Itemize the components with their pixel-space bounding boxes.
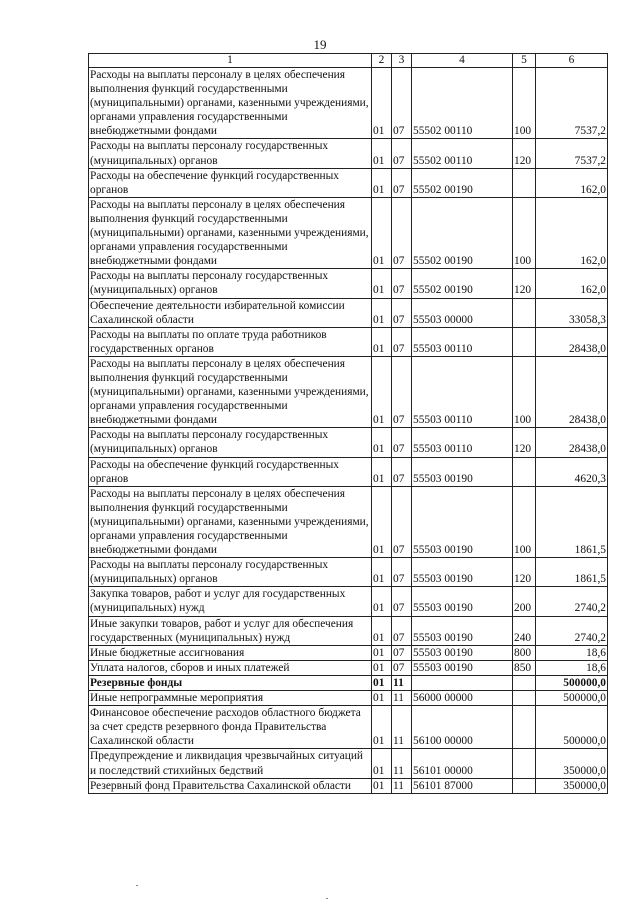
row-target-article: 55502 00190 xyxy=(412,269,513,298)
row-expense-type xyxy=(513,168,536,197)
row-section: 01 xyxy=(372,139,392,168)
row-target-article: 55503 00000 xyxy=(412,298,513,327)
table-header-row xyxy=(89,54,608,68)
table-row xyxy=(89,457,608,486)
row-section: 01 xyxy=(372,356,392,427)
row-expense-type xyxy=(513,675,536,690)
row-target-article: 56101 87000 xyxy=(412,778,513,793)
row-amount: 162,0 xyxy=(536,269,608,298)
row-subsection: 07 xyxy=(392,645,412,660)
row-expense-type: 850 xyxy=(513,660,536,675)
row-expense-type: 100 xyxy=(513,486,536,557)
row-amount: 2740,2 xyxy=(536,587,608,616)
row-target-article: 55503 00190 xyxy=(412,486,513,557)
row-subsection: 07 xyxy=(392,660,412,675)
row-amount: 1861,5 xyxy=(536,558,608,587)
table-row xyxy=(89,749,608,778)
table-row xyxy=(89,558,608,587)
row-name: Уплата налогов, сборов и иных платежей xyxy=(89,660,372,675)
row-subsection: 11 xyxy=(392,778,412,793)
row-name: Финансовое обеспечение расходов областного бюджета за счет средств резервного фонда Правительства Сахалинской области xyxy=(89,706,372,749)
row-name: Расходы на выплаты персоналу государственных (муниципальных) органов xyxy=(89,269,372,298)
table-row xyxy=(89,356,608,427)
row-section: 01 xyxy=(372,428,392,457)
row-expense-type: 240 xyxy=(513,616,536,645)
budget-table xyxy=(88,53,608,794)
row-section: 01 xyxy=(372,168,392,197)
row-name: Расходы на выплаты персоналу в целях обеспечения выполнения функций государственными (муниципальными) органами, казенными учреждениями, органами управления государственными внебюджетными фондами xyxy=(89,486,372,557)
row-amount: 28438,0 xyxy=(536,327,608,356)
row-amount: 7537,2 xyxy=(536,68,608,139)
row-section: 01 xyxy=(372,645,392,660)
row-expense-type xyxy=(513,778,536,793)
page-number: 19 xyxy=(313,37,327,52)
row-target-article: 56101 00000 xyxy=(412,749,513,778)
table-row xyxy=(89,660,608,675)
row-amount: 28438,0 xyxy=(536,428,608,457)
row-subsection: 07 xyxy=(392,486,412,557)
row-expense-type xyxy=(513,749,536,778)
table-row xyxy=(89,645,608,660)
header-col-2: 2 xyxy=(372,54,392,68)
row-target-article: 55503 00190 xyxy=(412,587,513,616)
row-subsection: 07 xyxy=(392,298,412,327)
row-subsection: 11 xyxy=(392,706,412,749)
row-section: 01 xyxy=(372,691,392,706)
row-name: Расходы на выплаты по оплате труда работников государственных органов xyxy=(89,327,372,356)
row-section: 01 xyxy=(372,706,392,749)
row-name: Резервный фонд Правительства Сахалинской области xyxy=(89,778,372,793)
row-amount: 350000,0 xyxy=(536,778,608,793)
table-row xyxy=(89,298,608,327)
row-target-article: 56000 00000 xyxy=(412,691,513,706)
row-target-article: 55503 00190 xyxy=(412,616,513,645)
row-section: 01 xyxy=(372,749,392,778)
row-subsection: 07 xyxy=(392,269,412,298)
row-section: 01 xyxy=(372,269,392,298)
row-section: 01 xyxy=(372,298,392,327)
row-expense-type xyxy=(513,457,536,486)
table-row xyxy=(89,68,608,139)
row-target-article: 55502 00190 xyxy=(412,197,513,268)
table-row xyxy=(89,587,608,616)
header-col-4: 4 xyxy=(412,54,513,68)
table-row xyxy=(89,327,608,356)
row-subsection: 07 xyxy=(392,587,412,616)
row-target-article: 55503 00190 xyxy=(412,457,513,486)
row-amount: 2740,2 xyxy=(536,616,608,645)
row-name: Расходы на выплаты персоналу государственных (муниципальных) органов xyxy=(89,428,372,457)
row-target-article: 55503 00190 xyxy=(412,558,513,587)
row-expense-type: 120 xyxy=(513,558,536,587)
row-expense-type xyxy=(513,706,536,749)
row-section: 01 xyxy=(372,558,392,587)
table-row xyxy=(89,675,608,690)
row-subsection: 07 xyxy=(392,558,412,587)
table-row xyxy=(89,428,608,457)
row-name: Иные бюджетные ассигнования xyxy=(89,645,372,660)
row-section: 01 xyxy=(372,486,392,557)
row-amount: 4620,3 xyxy=(536,457,608,486)
row-name: Закупка товаров, работ и услуг для государственных (муниципальных) нужд xyxy=(89,587,372,616)
row-subsection: 07 xyxy=(392,457,412,486)
table-row xyxy=(89,778,608,793)
row-target-article: 55503 00110 xyxy=(412,327,513,356)
row-amount: 500000,0 xyxy=(536,706,608,749)
row-name: Расходы на выплаты персоналу государственных (муниципальных) органов xyxy=(89,558,372,587)
row-subsection: 11 xyxy=(392,691,412,706)
row-name: Расходы на выплаты персоналу в целях обеспечения выполнения функций государственными (муниципальными) органами, казенными учреждениями, органами управления государственными внебюджетными фондами xyxy=(89,197,372,268)
row-expense-type: 100 xyxy=(513,197,536,268)
table-row xyxy=(89,269,608,298)
row-name: Иные закупки товаров, работ и услуг для обеспечения государственных (муниципальных) нужд xyxy=(89,616,372,645)
row-amount: 18,6 xyxy=(536,645,608,660)
row-section: 01 xyxy=(372,587,392,616)
row-subsection: 07 xyxy=(392,139,412,168)
row-section: 01 xyxy=(372,675,392,690)
row-amount: 500000,0 xyxy=(536,691,608,706)
row-expense-type xyxy=(513,327,536,356)
row-name: Расходы на выплаты персоналу в целях обеспечения выполнения функций государственными (муниципальными) органами, казенными учреждениями, органами управления государственными внебюджетными фондами xyxy=(89,68,372,139)
row-target-article: 55503 00190 xyxy=(412,645,513,660)
row-subsection: 11 xyxy=(392,749,412,778)
table-row xyxy=(89,616,608,645)
header-col-6: 6 xyxy=(536,54,608,68)
row-target-article xyxy=(412,675,513,690)
table-row xyxy=(89,139,608,168)
row-name: Предупреждение и ликвидация чрезвычайных ситуаций и последствий стихийных бедствий xyxy=(89,749,372,778)
header-col-1: 1 xyxy=(89,54,372,68)
row-amount: 162,0 xyxy=(536,197,608,268)
row-subsection: 07 xyxy=(392,168,412,197)
row-expense-type: 100 xyxy=(513,356,536,427)
row-expense-type: 120 xyxy=(513,269,536,298)
table-row xyxy=(89,197,608,268)
row-target-article: 55503 00110 xyxy=(412,356,513,427)
row-name: Расходы на обеспечение функций государственных органов xyxy=(89,457,372,486)
row-section: 01 xyxy=(372,660,392,675)
row-name: Обеспечение деятельности избирательной комиссии Сахалинской области xyxy=(89,298,372,327)
row-amount: 33058,3 xyxy=(536,298,608,327)
scan-speck xyxy=(136,885,138,886)
header-col-5: 5 xyxy=(513,54,536,68)
row-subsection: 11 xyxy=(392,675,412,690)
row-amount: 28438,0 xyxy=(536,356,608,427)
row-name: Расходы на выплаты персоналу государственных (муниципальных) органов xyxy=(89,139,372,168)
row-expense-type: 120 xyxy=(513,139,536,168)
row-expense-type xyxy=(513,691,536,706)
row-name: Расходы на выплаты персоналу в целях обеспечения выполнения функций государственными (муниципальными) органами, казенными учреждениями, органами управления государственными внебюджетными фондами xyxy=(89,356,372,427)
row-subsection: 07 xyxy=(392,68,412,139)
row-section: 01 xyxy=(372,457,392,486)
row-name: Расходы на обеспечение функций государственных органов xyxy=(89,168,372,197)
row-expense-type: 800 xyxy=(513,645,536,660)
table-row xyxy=(89,691,608,706)
row-amount: 350000,0 xyxy=(536,749,608,778)
header-col-3: 3 xyxy=(392,54,412,68)
row-amount: 162,0 xyxy=(536,168,608,197)
row-expense-type xyxy=(513,298,536,327)
row-section: 01 xyxy=(372,197,392,268)
row-expense-type: 100 xyxy=(513,68,536,139)
row-target-article: 55502 00190 xyxy=(412,168,513,197)
row-target-article: 55503 00110 xyxy=(412,428,513,457)
row-subsection: 07 xyxy=(392,197,412,268)
table-row xyxy=(89,486,608,557)
row-target-article: 55502 00110 xyxy=(412,139,513,168)
table-row xyxy=(89,706,608,749)
row-name: Резервные фонды xyxy=(89,675,372,690)
row-section: 01 xyxy=(372,327,392,356)
row-subsection: 07 xyxy=(392,327,412,356)
row-section: 01 xyxy=(372,616,392,645)
row-amount: 500000,0 xyxy=(536,675,608,690)
row-amount: 18,6 xyxy=(536,660,608,675)
row-expense-type: 120 xyxy=(513,428,536,457)
scan-speck xyxy=(326,898,328,899)
row-target-article: 55503 00190 xyxy=(412,660,513,675)
row-subsection: 07 xyxy=(392,356,412,427)
row-subsection: 07 xyxy=(392,616,412,645)
row-name: Иные непрограммные мероприятия xyxy=(89,691,372,706)
row-subsection: 07 xyxy=(392,428,412,457)
row-expense-type: 200 xyxy=(513,587,536,616)
row-amount: 7537,2 xyxy=(536,139,608,168)
row-target-article: 56100 00000 xyxy=(412,706,513,749)
table-row xyxy=(89,168,608,197)
row-section: 01 xyxy=(372,68,392,139)
row-amount: 1861,5 xyxy=(536,486,608,557)
row-target-article: 55502 00110 xyxy=(412,68,513,139)
row-section: 01 xyxy=(372,778,392,793)
